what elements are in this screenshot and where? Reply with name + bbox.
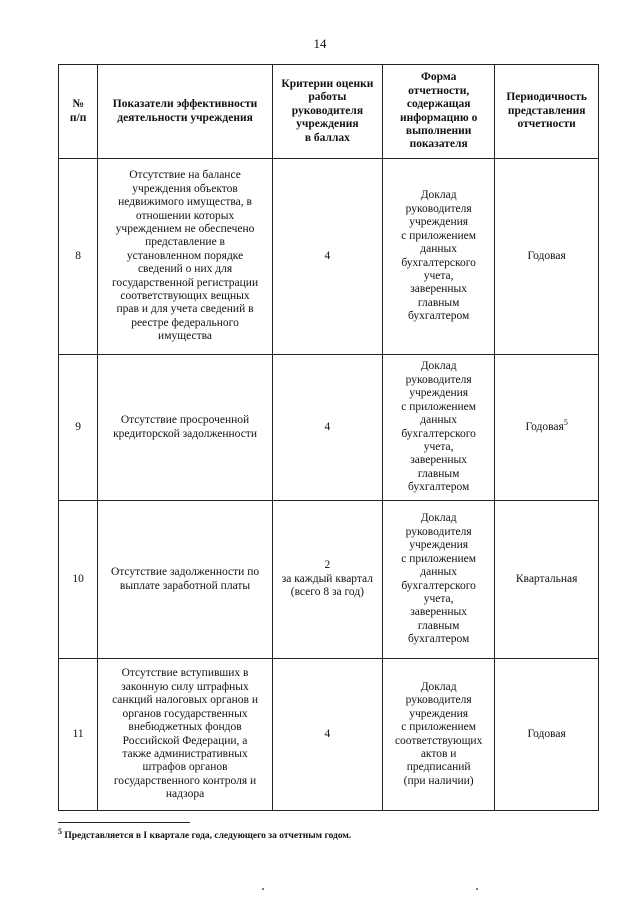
footnote-divider [58,822,190,823]
row-criteria: 2 за каждый квартал (всего 8 за год) [272,501,382,659]
row-num: 9 [59,355,98,501]
footnote [58,826,352,841]
row-period-footnote-ref: 5 [563,417,568,427]
row-indicator: Отсутствие на балансе учреждения объектов недвижимого имущества, в отношении которых учреждением не обеспечено представление в установленном порядке сведений о них для государственной регистрации соответствующих вещных прав и для учета сведений в реестре федерального имущества [98,159,273,355]
footnote-marker: 5 [58,826,62,836]
table-row [59,159,599,355]
row-num: 8 [59,159,98,355]
header-period: Периодичность представления отчетности [495,65,599,159]
indicators-table [58,64,599,811]
table-row [59,355,599,501]
row-period [495,159,599,355]
row-period [495,355,599,501]
row-num: 10 [59,501,98,659]
row-period [495,659,599,811]
table-header-row [59,65,599,159]
header-criteria: Критерии оценки работы руководителя учреждения в баллах [272,65,382,159]
row-form: Доклад руководителя учреждения с приложением данных бухгалтерского учета, заверенных главным бухгалтером [382,355,494,501]
row-form: Доклад руководителя учреждения с приложением данных бухгалтерского учета, заверенных главным бухгалтером [382,501,494,659]
header-form: Форма отчетности, содержащая информацию о выполнении показателя [382,65,494,159]
scan-mark [262,888,264,890]
row-period-text: Квартальная [515,572,578,585]
row-criteria: 4 [272,159,382,355]
header-indicator: Показатели эффективности деятельности учреждения [98,65,273,159]
table-row [59,659,599,811]
scan-mark [476,888,478,890]
row-num: 11 [59,659,98,811]
row-period-text: Годовая [525,420,564,433]
row-indicator: Отсутствие вступивших в законную силу штрафных санкций налоговых органов и органов государственных внебюджетных фондов Российской Федерации, а также административных штрафов органов государственного контроля и надзора [98,659,273,811]
page-number: 14 [313,36,327,51]
row-criteria: 4 [272,659,382,811]
row-period-text: Годовая [527,249,566,262]
row-criteria: 4 [272,355,382,501]
row-period-text: Годовая [527,727,566,740]
row-form: Доклад руководителя учреждения с приложением соответствующих актов и предписаний (при наличии) [382,659,494,811]
row-indicator: Отсутствие просроченной кредиторской задолженности [98,355,273,501]
header-num: № п/п [59,65,98,159]
row-period [495,501,599,659]
table-row [59,501,599,659]
row-form: Доклад руководителя учреждения с приложением данных бухгалтерского учета, заверенных главным бухгалтером [382,159,494,355]
row-indicator: Отсутствие задолженности по выплате заработной платы [98,501,273,659]
footnote-text: Представляется в I квартале года, следующего за отчетным годом. [64,831,352,841]
